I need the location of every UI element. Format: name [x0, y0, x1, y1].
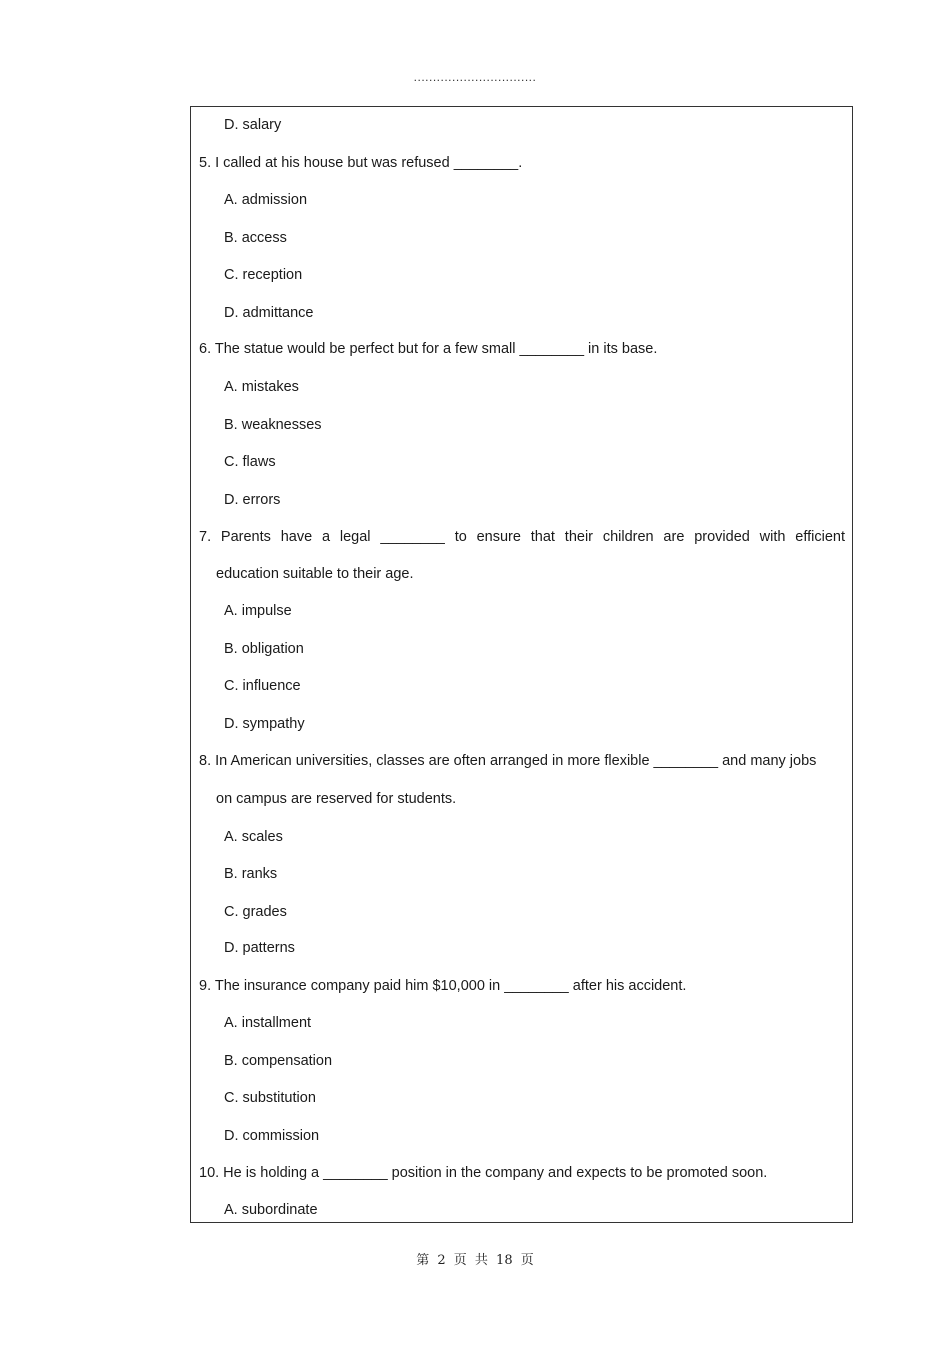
- option-line: D. salary: [224, 117, 282, 133]
- option-line: D. errors: [224, 492, 281, 508]
- option-line: B. ranks: [224, 866, 278, 882]
- option-line: B. compensation: [224, 1053, 333, 1069]
- page-header-dots: ................................: [413, 70, 537, 84]
- option-line: D. admittance: [224, 305, 314, 321]
- option-line: A. impulse: [224, 603, 292, 619]
- option-line: A. installment: [224, 1015, 312, 1031]
- option-line: A. scales: [224, 829, 283, 845]
- option-line: C. grades: [224, 904, 287, 920]
- option-line: D. sympathy: [224, 716, 305, 732]
- option-line: D. commission: [224, 1128, 320, 1144]
- option-line: C. influence: [224, 678, 301, 694]
- question-line: 10. He is holding a ________ position in the company and expects to be promoted soon.: [199, 1165, 768, 1181]
- option-line: C. flaws: [224, 454, 276, 470]
- option-line: D. patterns: [224, 940, 295, 956]
- page-number-footer: 第 2 页 共 18 页: [416, 1253, 534, 1268]
- option-line: B. weaknesses: [224, 417, 322, 433]
- option-line: C. substitution: [224, 1090, 316, 1106]
- question-continuation: on campus are reserved for students.: [216, 791, 457, 807]
- question-continuation: education suitable to their age.: [216, 566, 414, 582]
- question-line: 7. Parents have a legal ________ to ensure that their children are provided with efficient: [199, 529, 845, 545]
- option-line: C. reception: [224, 267, 303, 283]
- option-line: A. admission: [224, 192, 308, 208]
- question-line: 5. I called at his house but was refused ________.: [199, 155, 523, 171]
- question-line: 9. The insurance company paid him $10,000 in ________ after his accident.: [199, 978, 687, 994]
- option-line: B. access: [224, 230, 287, 246]
- option-line: A. subordinate: [224, 1202, 318, 1218]
- option-line: A. mistakes: [224, 379, 299, 395]
- option-line: B. obligation: [224, 641, 304, 657]
- question-line: 8. In American universities, classes are often arranged in more flexible ________ and many jobs: [199, 753, 817, 769]
- content-frame: [190, 106, 853, 1223]
- question-line: 6. The statue would be perfect but for a few small ________ in its base.: [199, 341, 658, 357]
